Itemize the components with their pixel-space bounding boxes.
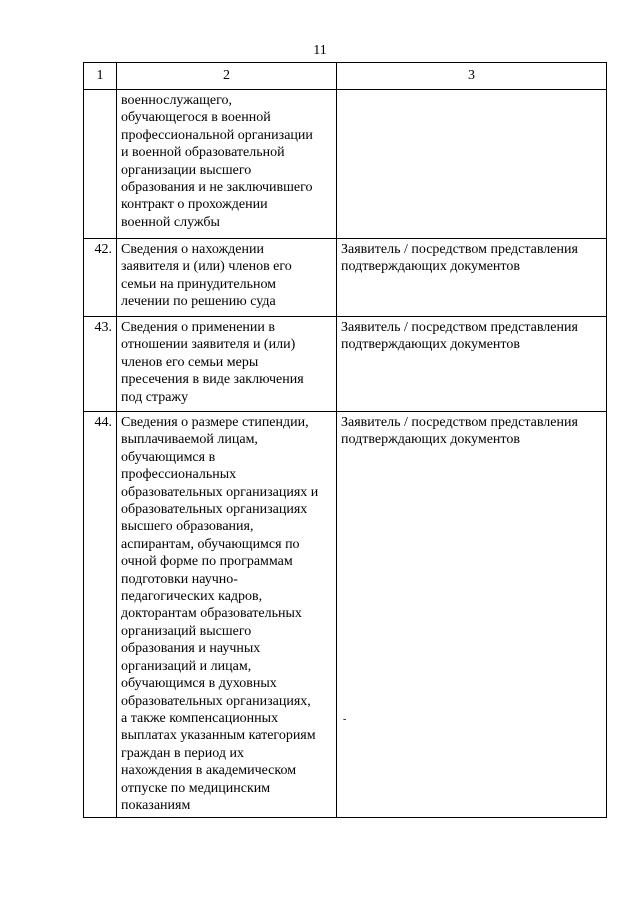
row-number — [84, 90, 117, 239]
row-description-text: Сведения о нахождении заявителя и (или) членов его семьи на принудительном лечении по решению суда — [121, 242, 292, 310]
row-source-text: Заявитель / посредством представления подтверждающих документов — [341, 242, 578, 275]
header-col-1: 1 — [84, 63, 117, 90]
row-source-text: Заявитель / посредством представления подтверждающих документов — [341, 415, 578, 448]
row-description — [117, 90, 337, 239]
row-source-text: Заявитель / посредством представления подтверждающих документов — [341, 320, 578, 353]
row-description — [117, 239, 337, 317]
row-number: 43. — [84, 317, 117, 412]
row-source — [337, 412, 607, 818]
row-source — [337, 90, 607, 239]
row-source — [337, 317, 607, 412]
table-row — [84, 239, 607, 317]
row-description-text: военнослужащего, обучающегося в военной профессиональной организации и военной образовательной организации высшего образования и не заключившего контракт о прохождении военной службы — [121, 93, 313, 230]
table-row-continued — [84, 90, 607, 239]
header-row — [84, 63, 607, 90]
table-row — [84, 412, 607, 818]
page-number: 11 — [313, 43, 327, 58]
stray-mark: - — [343, 714, 347, 725]
row-number: 44. — [84, 412, 117, 818]
table-row — [84, 317, 607, 412]
header-col-3: 3 — [337, 63, 607, 90]
row-description-text: Сведения о применении в отношении заявителя и (или) членов его семьи меры пресечения в виде заключения под стражу — [121, 320, 304, 405]
row-description — [117, 412, 337, 818]
row-number: 42. — [84, 239, 117, 317]
data-table — [83, 62, 607, 818]
header-col-2: 2 — [117, 63, 337, 90]
row-source — [337, 239, 607, 317]
row-description — [117, 317, 337, 412]
row-description-text: Сведения о размере стипендии, выплачиваемой лицам, обучающимся в профессиональных образовательных организациях и образовательных организациях высшего образования, аспирантам, обучающимся по очной форме по программам подготовки научно- педагогических кадров, докторантам образовательных организаций высшего образования и научных организаций и лицам, обучающимся в духовных образовательных организациях, а также компенсационных выплатах указанным категориям граждан в период их нахождения в академическом отпуске по медицинским показаниям — [121, 415, 319, 813]
